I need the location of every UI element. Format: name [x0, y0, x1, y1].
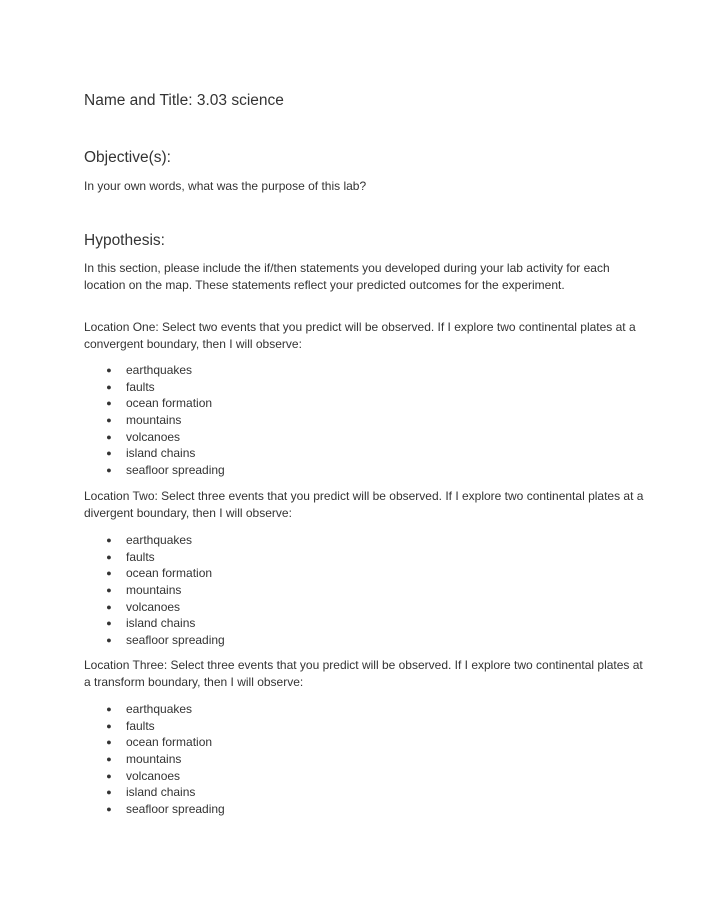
list-item [84, 362, 384, 379]
list-item [84, 395, 384, 412]
bullet-icon: ● [106, 720, 112, 731]
bullet-icon: ● [106, 398, 112, 409]
event-label: volcanoes [126, 599, 181, 614]
event-label: faults [126, 379, 155, 394]
bullet-icon: ● [106, 465, 112, 476]
location-one-event-list [84, 362, 384, 479]
event-label: island chains [126, 616, 196, 631]
list-item [84, 412, 384, 429]
bullet-icon: ● [106, 551, 112, 562]
event-label: seafloor spreading [126, 633, 225, 648]
list-item [84, 615, 384, 632]
event-label: seafloor spreading [126, 463, 225, 478]
location-two-prompt: Location Two: Select three events that you predict will be observed. If I explore two continental plates at a divergent boundary, then I will observe: [84, 489, 644, 520]
bullet-icon: ● [106, 737, 112, 748]
hypothesis-intro: In this section, please include the if/then statements you developed during your lab activity for each location on the map. These statements reflect your predicted outcomes for the experiment. [84, 261, 610, 292]
bullet-icon: ● [106, 568, 112, 579]
bullet-icon: ● [106, 618, 112, 629]
event-label: ocean formation [126, 735, 213, 750]
list-item [84, 801, 384, 818]
bullet-icon: ● [106, 704, 112, 714]
event-label: earthquakes [126, 702, 193, 716]
event-label: island chains [126, 785, 196, 800]
event-label: volcanoes [126, 429, 181, 444]
bullet-icon: ● [106, 787, 112, 798]
bullet-icon: ● [106, 365, 112, 375]
bullet-icon: ● [106, 635, 112, 646]
bullet-icon: ● [106, 754, 112, 765]
bullet-icon: ● [106, 415, 112, 426]
document-title: Name and Title: 3.03 science [84, 92, 284, 109]
list-item [84, 718, 384, 735]
list-item [84, 565, 384, 582]
bullet-icon: ● [106, 770, 112, 781]
list-item [84, 599, 384, 616]
objective-heading: Objective(s): [84, 149, 171, 166]
location-three-prompt: Location Three: Select three events that you predict will be observed. If I explore two continental plates at a transform boundary, then I will observe: [84, 658, 643, 689]
bullet-icon: ● [106, 601, 112, 612]
event-label: mountains [126, 752, 182, 767]
list-item [84, 379, 384, 396]
list-item [84, 462, 384, 479]
list-item [84, 768, 384, 785]
event-label: island chains [126, 446, 196, 461]
event-label: ocean formation [126, 396, 213, 411]
event-label: faults [126, 549, 155, 564]
list-item [84, 701, 384, 718]
list-item [84, 632, 384, 649]
location-two-event-list [84, 532, 384, 649]
event-label: volcanoes [126, 768, 181, 783]
bullet-icon: ● [106, 448, 112, 459]
objective-prompt: In your own words, what was the purpose of this lab? [84, 179, 367, 193]
bullet-icon: ● [106, 535, 112, 545]
event-label: faults [126, 718, 155, 733]
event-label: earthquakes [126, 363, 193, 377]
list-item [84, 445, 384, 462]
bullet-icon: ● [106, 431, 112, 442]
bullet-icon: ● [106, 381, 112, 392]
list-item [84, 549, 384, 566]
list-item [84, 734, 384, 751]
list-item [84, 582, 384, 599]
list-item [84, 532, 384, 549]
event-label: ocean formation [126, 566, 213, 581]
list-item [84, 751, 384, 768]
hypothesis-heading: Hypothesis: [84, 232, 165, 249]
event-label: seafloor spreading [126, 802, 225, 817]
event-label: mountains [126, 583, 182, 598]
location-one-prompt: Location One: Select two events that you predict will be observed. If I explore two continental plates at a convergent boundary, then I will observe: [84, 320, 636, 351]
list-item [84, 429, 384, 446]
event-label: mountains [126, 413, 182, 428]
bullet-icon: ● [106, 804, 112, 815]
list-item [84, 784, 384, 801]
bullet-icon: ● [106, 585, 112, 596]
location-three-event-list [84, 701, 384, 818]
event-label: earthquakes [126, 533, 193, 547]
